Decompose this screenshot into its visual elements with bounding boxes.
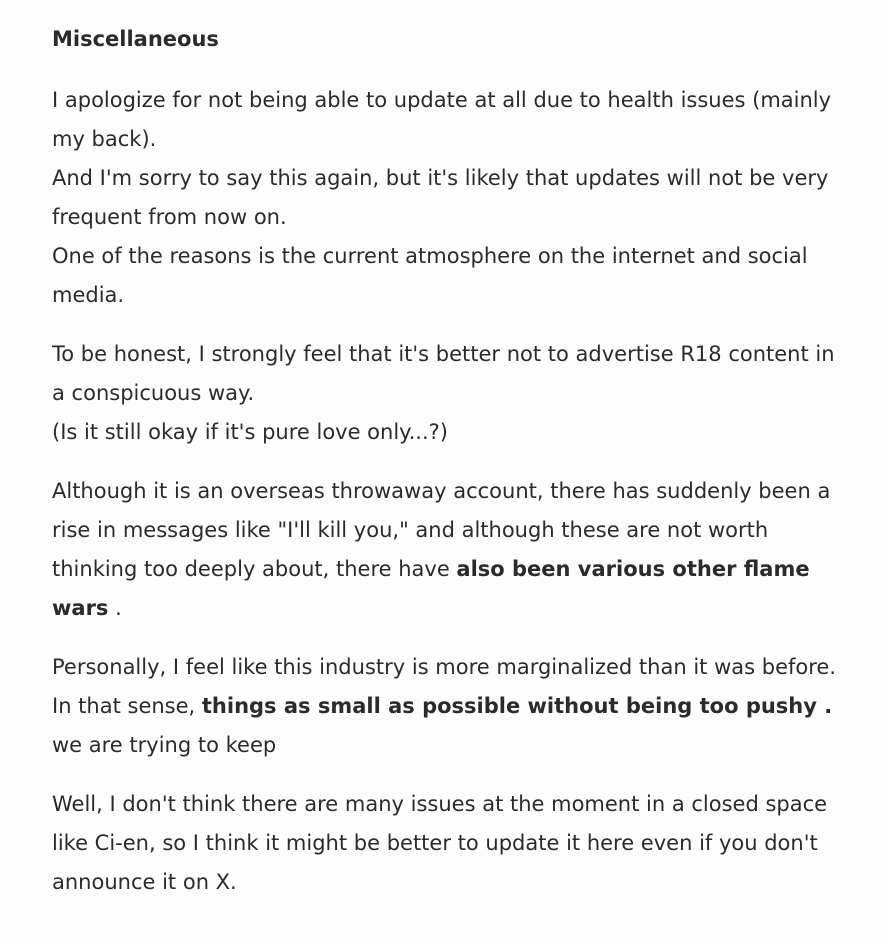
paragraph-health-update bbox=[52, 81, 852, 315]
section-heading: Miscellaneous bbox=[52, 27, 219, 51]
paragraph-ci-en-updates bbox=[52, 785, 852, 902]
paragraph-text: we are trying to keep bbox=[52, 733, 277, 757]
paragraph-line: To be honest, I strongly feel that it's better not to advertise R18 content in a conspicuous way. bbox=[52, 342, 835, 405]
paragraph-line: One of the reasons is the current atmosphere on the internet and social media. bbox=[52, 244, 808, 307]
paragraph-line: (Is it still okay if it's pure love only...?) bbox=[52, 420, 448, 444]
paragraph-industry bbox=[52, 648, 852, 765]
paragraph-text: In that sense, bbox=[52, 694, 202, 718]
paragraph-line: And I'm sorry to say this again, but it's likely that updates will not be very frequent from now on. bbox=[52, 166, 829, 229]
paragraph-flame-wars bbox=[52, 472, 852, 628]
emphasis-text: also been various other flame wars bbox=[52, 557, 810, 620]
paragraph-line: Well, I don't think there are many issues at the moment in a closed space like Ci-en, so I think it might be better to update it here even if you don't announce it on X. bbox=[52, 792, 828, 894]
paragraph-text: . bbox=[108, 596, 122, 620]
paragraph-text: Although it is an overseas throwaway account, there has suddenly been a rise in messages like "I'll kill you," and although these are not worth thinking too deeply about, there have bbox=[52, 479, 831, 581]
emphasis-text: things as small as possible without being too pushy . bbox=[201, 694, 833, 718]
paragraph-line: I apologize for not being able to update at all due to health issues (mainly my back). bbox=[52, 88, 832, 151]
paragraph-line: Personally, I feel like this industry is more marginalized than it was before. bbox=[52, 655, 836, 679]
article-body bbox=[52, 20, 852, 922]
paragraph-r18-advertising bbox=[52, 335, 852, 452]
